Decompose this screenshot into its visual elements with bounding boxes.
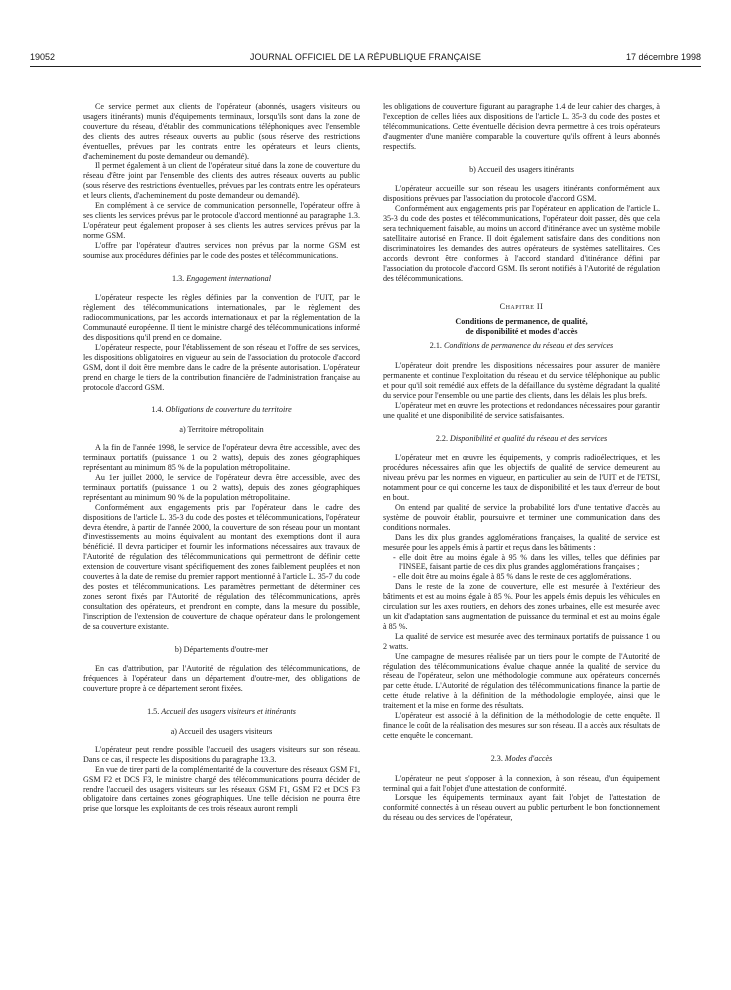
chapter-label: Chapitre II xyxy=(499,301,544,311)
paragraph: Conformément aux engagements pris par l'opérateur en application de l'article L. 35-3 du code des postes et télécommunications, l'opérateur doit passer, dès que cela sera techniquement faisable, au moins un accord d'itinérance avec un système mobile satellitaire autorisé en France. Il doit également satisfaire dans des conditions non discriminatoires les demandes des autres opérateurs de systèmes satellitaires. Ces accords devront être conformes à l'accord standard d'itinérance défini par l'association du protocole d'accord GSM. Ils seront notifiés à l'Autorité de régulation des télécommunications. xyxy=(383,204,660,283)
paragraph: Conformément aux engagements pris par l'opérateur dans le cadre des dispositions de l'article L. 35-3 du code des postes et télécommunications, l'opérateur devra étendre, à partir de l'année 2000, la couverture de son réseau pour un montant d'investissements au moins équivalent au montant des exemptions dont il aura bénéficié. Il devra participer et fournir les informations nécessaires aux travaux de l'Autorité de régulation des télécommunications qui permettront de définir cette extension de couverture visant spécifiquement des zones faiblement peuplées et non couvertes à la date de remise du premier rapport mentionné à l'article L. 35-7 du code des postes et télécommunications. Les paramètres permettant de déterminer ces zones seront fixés par l'Autorité de régulation des télécommunications, après consultation des opérateurs, et prendront en compte, dans la mesure du possible, l'inscription de l'extension de couverture de chaque opérateur dans le prolongement de sa couverture existante. xyxy=(83,502,360,631)
paragraph: En cas d'attribution, par l'Autorité de régulation des télécommunications, de fréquences à l'opérateur dans un département d'outre-mer, des obligations de couverture propre à ce département seront fixées. xyxy=(83,664,360,694)
subheading-a: a) Territoire métropolitain xyxy=(179,425,264,435)
paragraph: L'opérateur peut rendre possible l'accueil des usagers visiteurs sur son réseau. Dans ce cas, il respecte les dispositions du paragraphe 13.3. xyxy=(83,744,360,764)
list-item: - elle doit être au moins égale à 85 % dans le reste de ces agglomérations. xyxy=(393,572,660,582)
paragraph: L'opérateur respecte, pour l'établissement de son réseau et l'offre de ses services, les dispositions obligatoires en vigueur au sein de l'association du protocole d'accord GSM, dont il doit être membre dans le cadre de la présente autorisation. L'opérateur prend en charge le tiers de la contribution financière de l'administration française au protocole d'accord GSM. xyxy=(83,342,360,392)
paragraph: L'opérateur est associé à la définition de la méthodologie de cette enquête. Il finance le coût de la réalisation des mesures sur son réseau. Il a accès aux résultats de cette enquête le concernant. xyxy=(383,711,660,740)
paragraph: En vue de tirer parti de la complémentarité de la couverture des réseaux GSM F1, GSM F2 et DCS F3, le ministre chargé des télécommunications pourra décider de rendre l'accueil des usagers visiteurs sur les réseaux GSM F1, GSM F2 et DCS F3 obligatoire dans certaines zones géographiques. Une telle décision ne pourra être prise que lorsque les exploitants de ces trois réseaux auront rempli xyxy=(83,764,360,814)
paragraph: Dans les dix plus grandes agglomérations françaises, la qualité de service est mesurée pour les appels émis à partir et reçus dans les bâtiments : xyxy=(383,532,660,552)
right-column xyxy=(383,102,660,982)
paragraph: Dans le reste de la zone de couverture, elle est mesurée à l'extérieur des bâtiments et est au moins égale à 85 %. Pour les appels émis depuis les véhicules en circulation sur les axes routiers, en dehors des zones urbaines, elle est mesurée avec un kit d'adaptation sans augmentation de puissance du terminal et est au moins égale à 85 %. xyxy=(383,582,660,631)
paragraph: Au 1er juillet 2000, le service de l'opérateur devra être accessible, avec des terminaux portatifs (puissance 1 ou 2 watts), depuis des zones géographiques représentant au minimum 90 % de la population métropolitaine. xyxy=(83,473,360,502)
section-number: 1.4. xyxy=(151,405,164,415)
page-number: 19052 xyxy=(30,52,56,62)
paragraph: Ce service permet aux clients de l'opérateur (abonnés, usagers visiteurs ou usagers itinérants) munis d'équipements terminaux, lorsqu'ils sont dans la zone de couverture du réseau, d'établir des communications téléphoniques avec l'ensemble des clients des autres réseaux ouverts au public (sous réserve des restrictions éventuelles, prévues par les contrats entre les opérateurs et leurs clients, d'acheminement du poste demandeur ou demandé). xyxy=(83,102,360,161)
subheading-b: b) Départements d'outre-mer xyxy=(174,644,269,654)
header-rule xyxy=(30,66,701,67)
paragraph: Une campagne de mesures réalisée par un tiers pour le compte de l'Autorité de régulation des télécommunications évalue chaque année la qualité de service du réseau de l'opérateur, selon une méthodologie commune aux opérateurs concernés par cette étude. L'Autorité de régulation des télécommunications finance la partie de cette étude relative à la définition de la méthodologie employée, ainsi que le traitement et la mise en forme des résultats. xyxy=(383,651,660,711)
subheading-b: b) Accueil des usagers itinérants xyxy=(469,164,574,174)
journal-title: JOURNAL OFFICIEL DE LA RÉPUBLIQUE FRANÇAISE xyxy=(249,52,482,62)
section-title: Accueil des usagers visiteurs et itinérants xyxy=(161,707,296,717)
paragraph: On entend par qualité de service la probabilité lors d'une tentative d'accès au système de pouvoir établir, poursuivre et terminer une communication dans des conditions normales. xyxy=(383,503,660,532)
quality-list xyxy=(383,553,660,583)
section-number: 1.5. xyxy=(147,707,160,717)
chapter-title-line: Conditions de permanence, de qualité, xyxy=(455,317,588,327)
section-title: Engagement international xyxy=(186,273,271,283)
paragraph: Lorsque les équipements terminaux ayant fait l'objet de l'attestation de conformité connectés à un réseau ouvert au public perturbent le bon fonctionnement du réseau ou des services de l'opérateur, xyxy=(383,793,660,823)
section-title: Obligations de couverture du territoire xyxy=(165,405,292,415)
section-heading-1-3 xyxy=(83,274,360,284)
chapter-title-line: de disponibilité et modes d'accès xyxy=(465,327,578,337)
paragraph: L'opérateur met en œuvre les équipements, y compris radioélectriques, et les procédures nécessaires afin que les objectifs de qualité de service demeurent au niveau prévu par les normes en vigueur, en particulier au sein de l'UIT et de l'ETSI, notamment pour ce qui concerne les taux de disponibilité et les taux d'erreur de bout en bout. xyxy=(383,453,660,503)
section-heading-2-3 xyxy=(383,754,660,764)
section-number: 2.3. xyxy=(490,753,503,763)
chapter-title xyxy=(383,317,660,337)
paragraph: L'opérateur accueille sur son réseau les usagers itinérants conformément aux dispositions prévues par l'association du protocole d'accord GSM. xyxy=(383,184,660,204)
paragraph: L'offre par l'opérateur d'autres services non prévus par la norme GSM est soumise aux procédures définies par le code des postes et télécommunications. xyxy=(83,240,360,260)
paragraph: L'opérateur doit prendre les dispositions nécessaires pour assurer de manière permanente et continue l'exploitation du réseau et du service téléphonique au public et pour qu'il soit remédié aux effets de la défaillance du système dégradant la qualité du service pour l'ensemble ou une partie des clients, dans les délais les plus brefs. xyxy=(383,361,660,400)
list-item: - elle doit être au moins égale à 95 % dans les villes, telles que définies par l'INSEE, faisant partie de ces dix plus grandes agglomérations françaises ; xyxy=(393,553,660,573)
section-heading-1-5 xyxy=(83,707,360,717)
paragraph: L'opérateur ne peut s'opposer à la connexion, à son réseau, d'un équipement terminal qui a fait l'objet d'une attestation de conformité. xyxy=(383,773,660,793)
section-heading-2-2 xyxy=(383,434,660,444)
section-title: Modes d'accès xyxy=(504,753,553,763)
section-heading-1-4 xyxy=(83,405,360,415)
left-column xyxy=(83,102,360,982)
paragraph: A la fin de l'année 1998, le service de l'opérateur devra être accessible, avec des terminaux portatifs (puissance 1 ou 2 watts), depuis des zones géographiques représentant au minimum 85 % de la population métropolitaine. xyxy=(83,443,360,473)
section-title: Disponibilité et qualité du réseau et des services xyxy=(450,433,608,443)
section-number: 2.2. xyxy=(435,433,448,443)
paragraph: L'opérateur respecte les règles définies par la convention de l'UIT, par le règlement des télécommunications internationales, par le règlement des radiocommunications, par les accords internationaux et par la réglementation de la Communauté européenne. Il tient le ministre chargé des télécommunications informé des dispositions qu'il prend en ce domaine. xyxy=(83,293,360,343)
paragraph: En complément à ce service de communication personnelle, l'opérateur offre à ses clients les services prévus par le protocole d'accord mentionné au paragraphe 1.3. L'opérateur peut également proposer à ses clients les autres services prévus par la norme GSM. xyxy=(83,201,360,240)
paragraph: Il permet également à un client de l'opérateur situé dans la zone de couverture du réseau d'être joint par l'ensemble des clients des autres réseaux ouverts au public (sous réserve des restrictions éventuelles, prévues par les contrats entre les opérateurs et leurs clients, d'acheminement du poste demandeur ou demandé). xyxy=(83,161,360,201)
section-number: 1.3. xyxy=(172,273,185,283)
paragraph: les obligations de couverture figurant au paragraphe 1.4 de leur cahier des charges, à l'exception de celles liées aux dispositions de l'article L. 35-3 du code des postes et télécommunications. Cette éventuelle décision devra permettre à ces trois opérateurs d'augmenter d'une manière comparable la couverture qu'ils offrent à leurs abonnés respectifs. xyxy=(383,102,660,151)
section-heading-2-1 xyxy=(383,341,660,351)
publication-date: 17 décembre 1998 xyxy=(625,52,701,62)
section-title: Conditions de permanence du réseau et des services xyxy=(443,341,614,351)
page-header xyxy=(30,52,701,66)
paragraph: L'opérateur met en œuvre les protections et redondances nécessaires pour garantir une qualité et une disponibilité de service satisfaisantes. xyxy=(383,400,660,420)
paragraph: La qualité de service est mesurée avec des terminaux portatifs de puissance 1 ou 2 watts. xyxy=(383,631,660,651)
subheading-a2: a) Accueil des usagers visiteurs xyxy=(170,727,273,737)
section-number: 2.1. xyxy=(429,341,442,351)
